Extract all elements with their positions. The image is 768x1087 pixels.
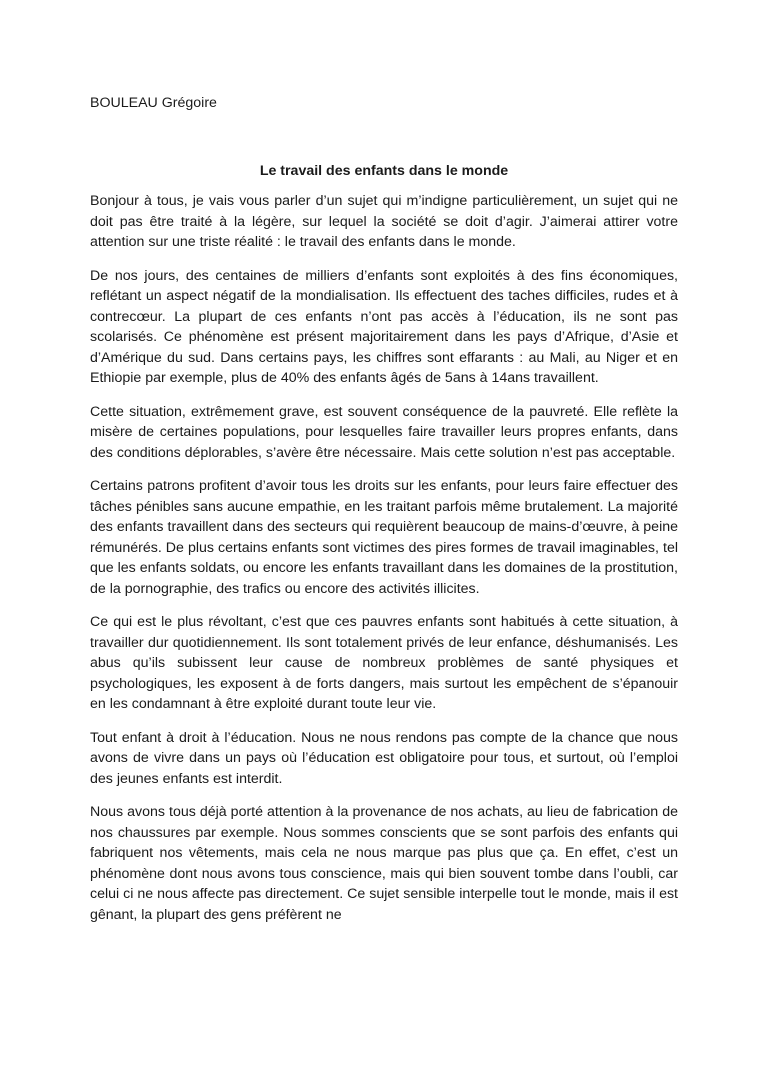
document-body — [90, 191, 678, 938]
paragraph-introduction: Bonjour à tous, je vais vous parler d’un sujet qui m’indigne particulièrement, un sujet qui ne doit pas être traité à la légère, sur lequel la société se doit d’agir. J’aimerai attirer votre attention sur une triste réalité : le travail des enfants dans le monde. — [90, 193, 678, 250]
document-title: Le travail des enfants dans le monde — [259, 163, 509, 179]
paragraph-poverty: Cette situation, extrêmement grave, est souvent conséquence de la pauvreté. Elle reflète la misère de certaines populations, pour lesquelles faire travailler leurs propres enfants, dans des conditions déplorables, s’avère être nécessaire. Mais cette solution n’est pas acceptable. — [90, 403, 678, 461]
paragraph-exploitation: De nos jours, des centaines de milliers d’enfants sont exploités à des fins économiques, reflétant un aspect négatif de la mondialisation. Ils effectuent des taches difficiles, rudes et à contrecœur. La plupart de ces enfants n’ont pas accès à l’éducation, ils ne sont pas scolarisés. Ce phénomène est présent majoritairement dans les pays d’Afrique, d’Asie et d’Amérique du sud. Dans certains pays, les chiffres sont effarants : au Mali, au Niger et en Ethiopie par exemple, plus de 40% des enfants âgés de 5ans à 14ans travaillent. — [90, 267, 678, 386]
paragraph-revolting: Ce qui est le plus révoltant, c’est que ces pauvres enfants sont habitués à cette situation, à travailler dur quotidiennement. Ils sont totalement privés de leur enfance, déshumanisés. Les abus qu’ils subissent leur cause de nombreux problèmes de santé physiques et psychologiques, les exposent à de forts dangers, mais surtout les empêchent de s’épanouir en les condamnant à être exploité durant toute leur vie. — [90, 614, 678, 712]
paragraph-employers: Certains patrons profitent d’avoir tous les droits sur les enfants, pour leurs faire effectuer des tâches pénibles sans aucune empathie, en les traitant parfois même brutalement. La majorité des enfants travaillent dans des secteurs qui requièrent beaucoup de mains-d’œuvre, à peine rémunérés. De plus certains enfants sont victimes des pires formes de travail imaginables, tel que les enfants soldats, ou encore les enfants travaillant dans les domaines de la prostitution, de la pornographie, des trafics ou encore des activités illicites. — [90, 478, 678, 597]
paragraph-purchases: Nous avons tous déjà porté attention à la provenance de nos achats, au lieu de fabrication de nos chaussures par exemple. Nous sommes conscients que se sont parfois des enfants qui fabriquent nos vêtements, mais cela ne nous marque pas plus que ça. En effet, c’est un phénomène dont nous avons tous conscience, mais qui bien souvent tombe dans l’oubli, car celui ci ne nous affecte pas directement. Ce sujet sensible interpelle tout le monde, mais il est gênant, la plupart des gens préfèrent ne — [90, 804, 678, 923]
paragraph-education: Tout enfant à droit à l’éducation. Nous ne nous rendons pas compte de la chance que nous avons de vivre dans un pays où l’éducation est obligatoire pour tous, et surtout, où l’emploi des jeunes enfants est interdit. — [90, 729, 678, 787]
author-name: BOULEAU Grégoire — [90, 95, 217, 111]
